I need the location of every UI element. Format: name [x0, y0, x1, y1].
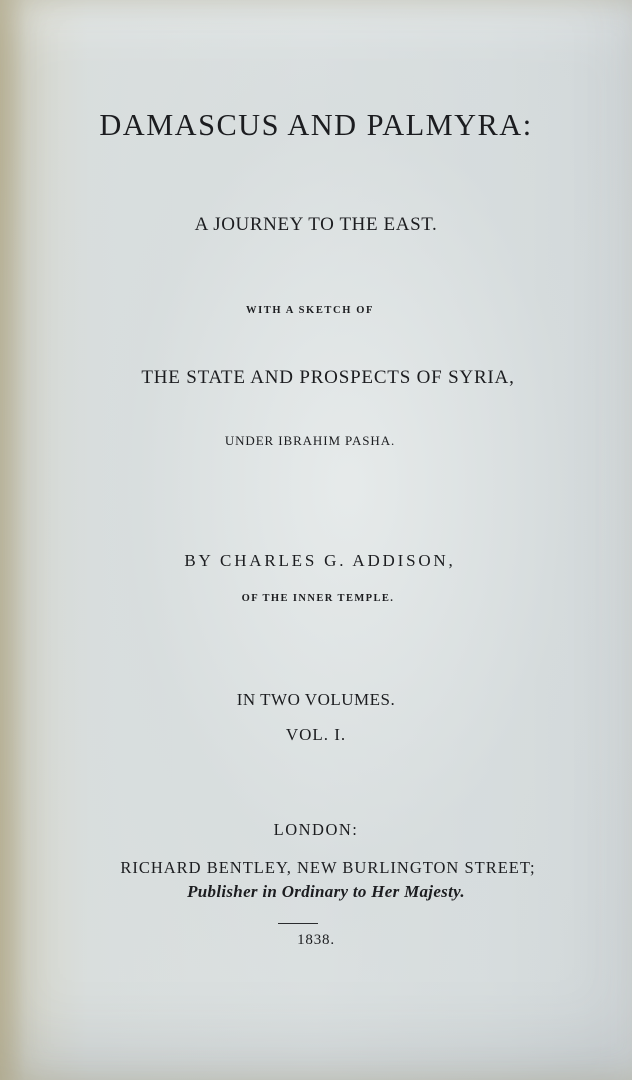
state-line: THE STATE AND PROSPECTS OF SYRIA, — [141, 367, 515, 388]
subtitle: A JOURNEY TO THE EAST. — [194, 214, 438, 235]
under-line: UNDER IBRAHIM PASHA. — [224, 433, 396, 448]
publisher-title: Publisher in Ordinary to Her Majesty. — [187, 882, 465, 901]
publisher-line: RICHARD BENTLEY, NEW BURLINGTON STREET; — [120, 858, 536, 877]
sketch-line: WITH A SKETCH OF — [245, 305, 374, 316]
author-affiliation: OF THE INNER TEMPLE. — [241, 593, 395, 604]
divider-rule — [278, 923, 318, 924]
publication-year: 1838. — [297, 932, 335, 948]
main-title: DAMASCUS AND PALMYRA: — [99, 107, 533, 142]
publication-place: LONDON: — [273, 820, 359, 839]
volumes-line: IN TWO VOLUMES. — [236, 690, 396, 709]
author-line: BY CHARLES G. ADDISON, — [184, 551, 456, 570]
volume-number: VOL. I. — [285, 725, 347, 744]
